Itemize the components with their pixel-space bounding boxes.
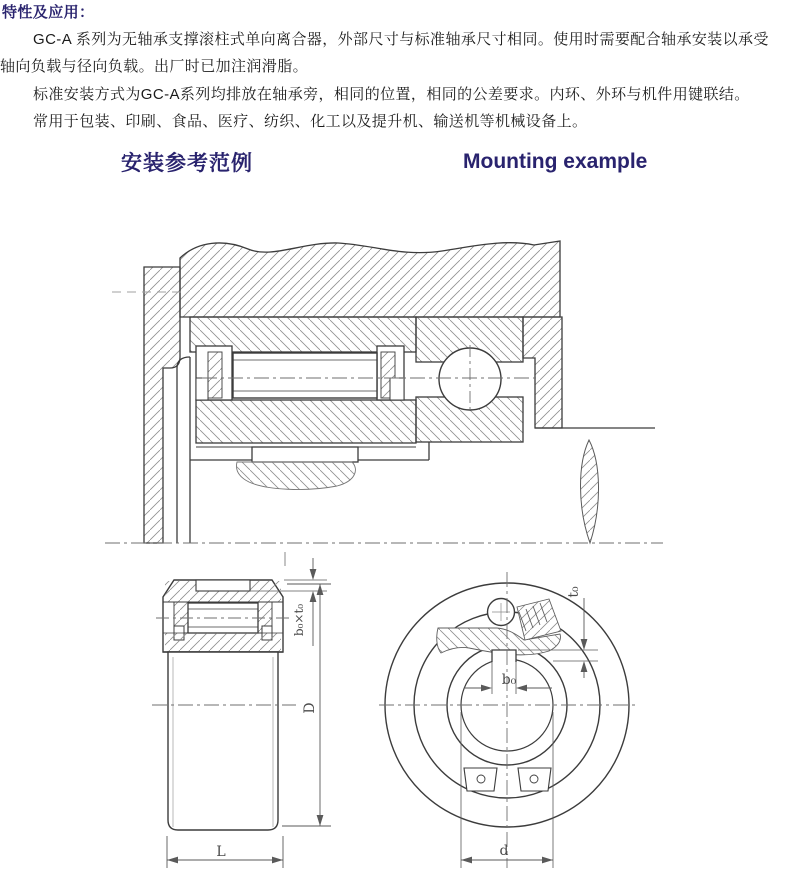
- dim-label-bore-diameter: d: [499, 843, 509, 859]
- clutch-side-view: [152, 580, 296, 830]
- dim-label-length: L: [216, 844, 226, 860]
- intro-paragraph-1-line-1: GC-A 系列为无轴承支撑滚柱式单向离合器，外部尺寸与标准轴承尺寸相同。使用时需要配合轴承安装以承受: [33, 31, 769, 48]
- intro-paragraph-1-line-2: 轴向负载与径向负载。出厂时已加注润滑脂。: [0, 58, 309, 75]
- intro-paragraph-2: 标准安装方式为GC-A系列均排放在轴承旁，相同的位置，相同的公差要求。内环、外环与机件用键联结。: [33, 86, 750, 103]
- clutch-front-view: [379, 572, 638, 868]
- section-heading-chinese: 安装参考范例: [121, 152, 253, 175]
- dim-label-outer-keyway: b₀×t₀: [292, 603, 306, 637]
- dim-label-outer-diameter: D: [302, 702, 318, 714]
- section-heading-english: Mounting example: [463, 150, 648, 173]
- features-title: 特性及应用：: [2, 4, 95, 21]
- assembly-cross-section: [105, 241, 663, 566]
- dim-label-keyway-depth: t₀: [566, 586, 582, 598]
- dim-label-keyway-width: b₀: [501, 672, 517, 688]
- intro-paragraph-3: 常用于包装、印刷、食品、医疗、纺织、化工以及提升机、输送机等机械设备上。: [33, 113, 588, 130]
